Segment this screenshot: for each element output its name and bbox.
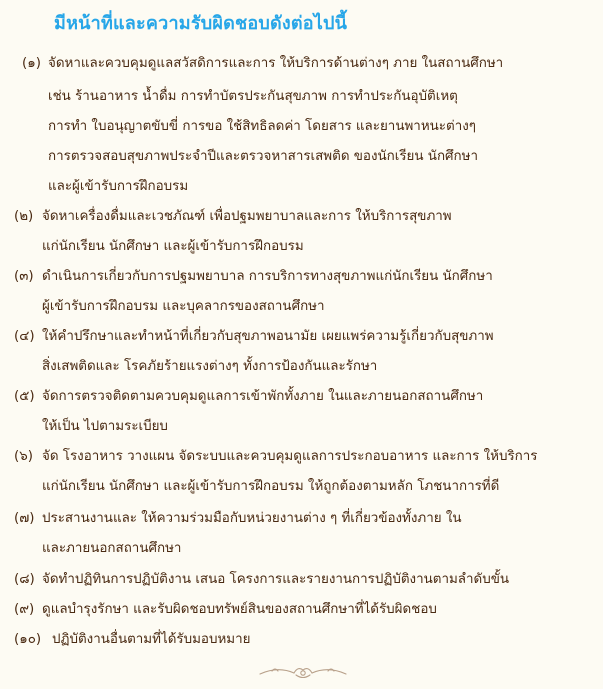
item-line: จัดทำปฏิทินการปฏิบัติงาน เสนอ โครงการและรายงานการปฏิบัติงานตามลำดับขั้น (42, 572, 510, 587)
item-number: (๒) (14, 209, 34, 224)
item-line: และภายนอกสถานศึกษา (42, 541, 182, 556)
item-number: (๔) (14, 329, 35, 344)
item-number: (๑) (22, 56, 41, 71)
item-line: จัดหาเครื่องดื่มและเวชภัณฑ์ เพื่อปฐมพยาบาลและการ ให้บริการสุขภาพ (42, 209, 452, 224)
item-line: และผู้เข้ารับการฝึกอบรม (48, 179, 189, 194)
item-line: จัดหาและควบคุมดูแลสวัสดิการและการ ให้บริการด้านต่างๆ ภาย ในสถานศึกษา (48, 56, 504, 71)
item-number: (๓) (14, 269, 34, 284)
item-line: ดูแลบำรุงรักษา และรับผิดชอบทรัพย์สินของสถานศึกษาที่ได้รับผิดชอบ (42, 602, 437, 617)
item-line: แก่นักเรียน นักศึกษา และผู้เข้ารับการฝึกอบรม ให้ถูกต้องตามหลัก โภชนาการที่ดี (42, 479, 500, 494)
item-line: แก่นักเรียน นักศึกษา และผู้เข้ารับการฝึกอบรม (42, 239, 304, 254)
item-line: ดำเนินการเกี่ยวกับการปฐมพยาบาล การบริการทางสุขภาพแก่นักเรียน นักศึกษา (42, 269, 493, 284)
page-title: มีหน้าที่และความรับผิดชอบดังต่อไปนี้ (54, 13, 348, 34)
item-line: เช่น ร้านอาหาร น้ำดื่ม การทำบัตรประกันสุขภาพ การทำประกันอุบัติเหตุ (48, 89, 458, 104)
item-number: (๑๐) (14, 632, 42, 647)
item-number: (๙) (14, 602, 35, 617)
item-line: ให้คำปรึกษาและทำหน้าที่เกี่ยวกับสุขภาพอนามัย เผยแพร่ความรู้เกี่ยวกับสุขภาพ (42, 329, 494, 344)
item-line: การตรวจสอบสุขภาพประจำปีและตรวจหาสารเสพติด ของนักเรียน นักศึกษา (48, 149, 479, 164)
item-line: จัดการตรวจติดตามควบคุมดูแลการเข้าพักทั้งภาย ในและภายนอกสถานศึกษา (42, 389, 484, 404)
item-line: ผู้เข้ารับการฝึกอบรม และบุคลากรของสถานศึกษา (42, 299, 325, 314)
item-number: (๕) (14, 389, 35, 404)
item-line: ประสานงานและ ให้ความร่วมมือกับหน่วยงานต่าง ๆ ที่เกี่ยวข้องทั้งภาย ใน (42, 511, 462, 526)
scroll-ornament-icon (258, 662, 348, 682)
item-line: สิ่งเสพติดและ โรคภัยร้ายแรงต่างๆ ทั้งการป้องกันและรักษา (42, 359, 378, 374)
item-number: (๘) (14, 572, 35, 587)
item-number: (๖) (14, 449, 33, 464)
item-line: จัด โรงอาหาร วางแผน จัดระบบและควบคุมดูแลการประกอบอาหาร และการ ให้บริการ (42, 449, 538, 464)
item-line: ให้เป็น ไปตามระเบียบ (42, 419, 168, 434)
item-number: (๗) (14, 511, 35, 526)
item-line: การทำ ใบอนุญาตขับขี่ การขอ ใช้สิทธิลดค่า โดยสาร และยานพาหนะต่างๆ (48, 119, 476, 134)
item-line: ปฏิบัติงานอื่นตามที่ได้รับมอบหมาย (52, 632, 251, 647)
